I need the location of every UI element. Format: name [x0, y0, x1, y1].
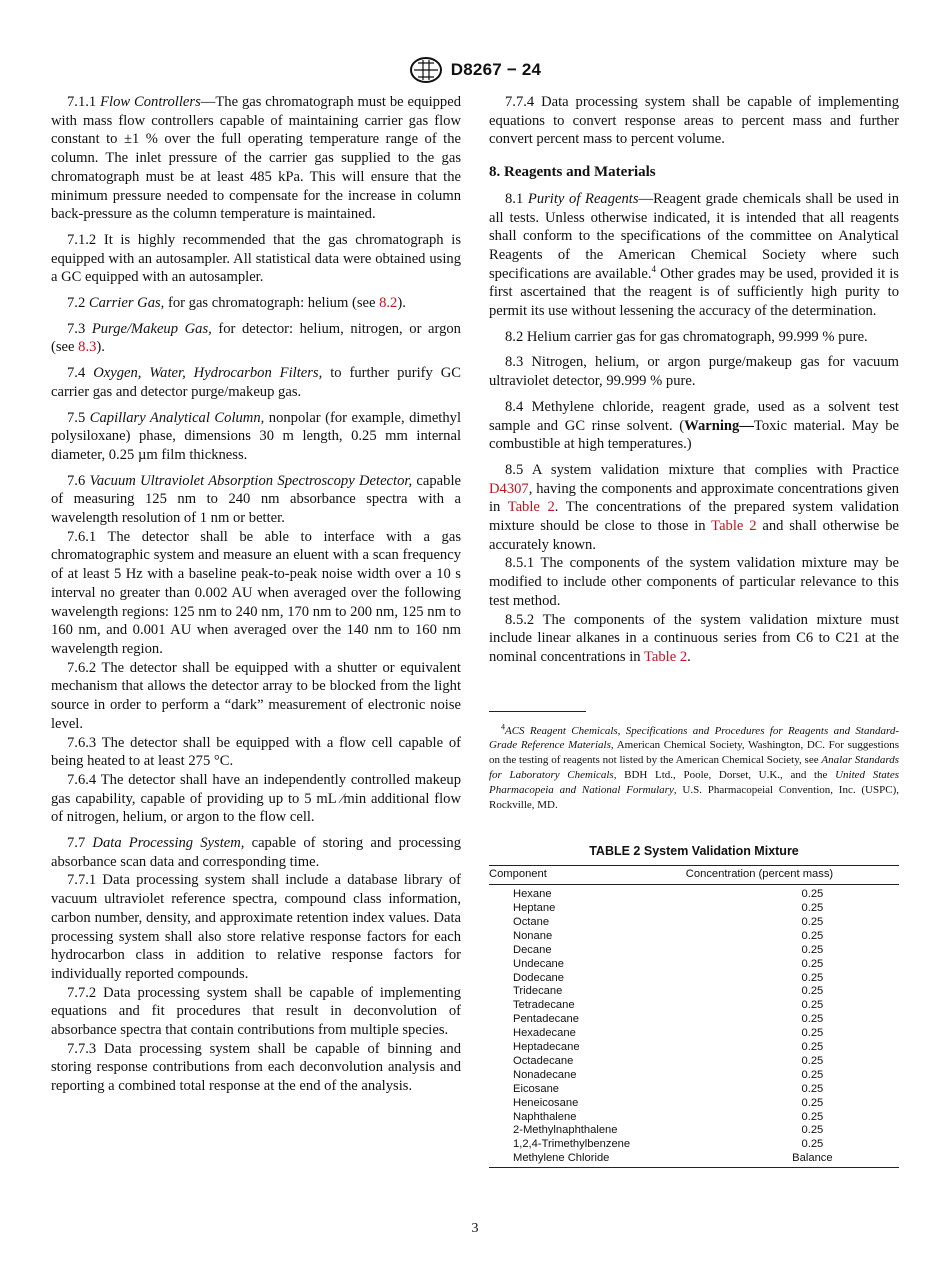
- concentration-cell: 0.25: [801, 1124, 824, 1137]
- table-row: [489, 1041, 899, 1055]
- table-row: [489, 1124, 899, 1138]
- page-number: 3: [471, 1221, 479, 1236]
- section-7-6-2: 7.6.2 The detector shall be equipped with a shutter or equivalent mechanism that allows the detector array to be blocked from the light source in order to perform a “dark” measurement of electronic noise level.: [51, 659, 461, 732]
- concentration-cell: 0.25: [801, 971, 824, 984]
- component-cell: Naphthalene: [513, 1110, 577, 1123]
- section-8-4: 8.4 Methylene chloride, reagent grade, used as a solvent test sample and GC rinse solvent. (Warning—Toxic material. May be combustible at high temperatures.): [489, 398, 899, 453]
- component-cell: 2-Methylnaphthalene: [513, 1124, 618, 1137]
- concentration-cell: 0.25: [801, 929, 824, 942]
- section-8-2: 8.2 Helium carrier gas for gas chromatograph, 99.999 % pure.: [505, 328, 868, 345]
- concentration-cell: 0.25: [801, 1027, 824, 1040]
- concentration-cell: 0.25: [801, 1013, 824, 1026]
- table-row: [489, 902, 899, 916]
- concentration-cell: 0.25: [801, 901, 824, 914]
- table-row: [489, 885, 899, 902]
- component-cell: Tridecane: [513, 985, 563, 998]
- concentration-cell: 0.25: [801, 943, 824, 956]
- component-cell: Hexane: [513, 888, 552, 901]
- section-7-6: 7.6 Vacuum Ultraviolet Absorption Spectroscopy Detector, capable of measuring 125 nm to 240 nm absorbance spectra with a wavelength resolution of 1 nm or better.: [51, 472, 461, 527]
- concentration-cell: 0.25: [801, 888, 824, 901]
- table-row: [489, 1083, 899, 1097]
- concentration-cell: 0.25: [801, 957, 824, 970]
- ref-8-2-link[interactable]: 8.2: [379, 295, 398, 312]
- table-header-row: [489, 866, 899, 885]
- table-row: [489, 1097, 899, 1111]
- section-7-7-2: 7.7.2 Data processing system shall be capable of implementing equations and fit procedures that result in deconvolution of absorbance spectra that contain contributions from multiple species.: [51, 984, 461, 1039]
- ref-table-2-link[interactable]: Table 2: [507, 499, 555, 516]
- component-cell: Octane: [513, 915, 550, 928]
- concentration-cell: 0.25: [801, 1110, 824, 1123]
- section-7-7-4: 7.7.4 Data processing system shall be capable of implementing equations to convert response areas to percent mass and further convert percent mass to percent volume.: [489, 94, 899, 148]
- section-7-6-3: 7.6.3 The detector shall be equipped with a flow cell capable of being heated to at least 275 °C.: [51, 734, 461, 770]
- ref-8-3-link[interactable]: 8.3: [78, 339, 97, 356]
- section-8-3: 8.3 Nitrogen, helium, or argon purge/makeup gas for vacuum ultraviolet detector, 99.999 % pure.: [489, 354, 899, 390]
- concentration-cell: 0.25: [801, 1054, 824, 1067]
- table-row: [489, 1138, 899, 1152]
- component-cell: Decane: [513, 943, 552, 956]
- section-7-3: 7.3 Purge/Makeup Gas, for detector: helium, nitrogen, or argon (see 8.3).: [51, 320, 461, 356]
- concentration-cell: 0.25: [801, 1068, 824, 1081]
- section-7-4: 7.4 Oxygen, Water, Hydrocarbon Filters, to further purify GC carrier gas and detector purge/makeup gas.: [51, 365, 462, 400]
- table-row: [489, 972, 899, 986]
- astm-logo-icon: [409, 56, 443, 84]
- system-validation-table: [489, 865, 899, 1168]
- concentration-cell: 0.25: [801, 999, 824, 1012]
- concentration-cell: 0.25: [801, 1096, 824, 1109]
- component-cell: Undecane: [513, 957, 565, 970]
- section-7-6-4: 7.6.4 The detector shall have an independently controlled makeup gas capability, capable of providing up to 5 mL ⁄min additional flow of nitrogen, helium, or argon to the flow cell.: [51, 771, 461, 826]
- table-2-title: TABLE 2 System Validation Mixture: [589, 844, 799, 859]
- section-7-1-1: 7.1.1 Flow Controllers—The gas chromatograph must be equipped with mass flow controllers capable of maintaining carrier gas flow constant to ±1 % over the full operating temperature range of the column. The inlet pressure of the carrier gas supplied to the gas chromatograph must be at least 485 kPa. This will ensure that the minimum pressure needed to compensate for the increase in column back-pressure as the column temperature is maintained.: [51, 94, 461, 223]
- component-cell: Hexadecane: [513, 1027, 576, 1040]
- footnote-4: $^4$ACS Reagent Chemicals, Specifications and Procedures for Reagents and Standard-Grade Reference Materials, American Chemical Society, Washington, DC. For suggestions on the testing of reagents not listed by the American Chemical Society, see Analar Standards for Laboratory Chemicals, BDH Ltd., Poole, Dorset, U.K., and the United States Pharmacopeia and National Formulary, U.S. Pharmacopeial Convention, Inc. (USPC), Rockville, MD.: [489, 722, 899, 811]
- left-column: [51, 93, 461, 1096]
- table-row: [489, 1013, 899, 1027]
- footnote-4-marker[interactable]: 4: [651, 263, 657, 274]
- document-number: D8267 − 24: [450, 60, 542, 79]
- component-cell: Nonane: [513, 929, 553, 942]
- table-row: [489, 985, 899, 999]
- table-row: [489, 1055, 899, 1069]
- component-cell: Nonadecane: [513, 1068, 577, 1081]
- section-7-7: 7.7 Data Processing System, capable of storing and processing absorbance scan data and corresponding time.: [51, 835, 462, 870]
- table-row: [489, 916, 899, 930]
- component-cell: Tetradecane: [513, 999, 575, 1012]
- table-row: [489, 1027, 899, 1041]
- table-body: [489, 885, 899, 1168]
- section-8-5-2: 8.5.2 The components of the system validation mixture must include linear alkanes in a continuous series from C6 to C21 at the nominal concentrations in Table 2.: [489, 611, 899, 665]
- component-cell: Heneicosane: [513, 1096, 579, 1109]
- ref-d4307-link[interactable]: D4307: [489, 480, 529, 497]
- page-header: [0, 56, 950, 84]
- concentration-cell: 0.25: [801, 915, 824, 928]
- section-7-5: 7.5 Capillary Analytical Column, nonpolar (for example, dimethyl polysiloxane) phase, dimensions 30 m length, 0.25 mm internal diameter, 0.25 µm film thickness.: [51, 409, 461, 463]
- table-row: [489, 930, 899, 944]
- concentration-cell: 0.25: [801, 1138, 824, 1151]
- section-7-6-1: 7.6.1 The detector shall be able to interface with a gas chromatographic system and measure an eluent with a scan frequency of at least 5 Hz with a baseline peak-to-peak noise width over a 10 s interval no greater than 0.002 AU when averaged over the following wavelength regions: 125 nm to 240 nm, 170 nm to 200 nm, 125 nm to 160 nm, and 0.001 AU when averaged over the 140 nm to 160 nm wavelength region.: [51, 528, 461, 657]
- right-column: [489, 93, 899, 1168]
- section-7-2: 7.2 Carrier Gas, for gas chromatograph: helium (see 8.2).: [67, 295, 406, 312]
- component-cell: Heptane: [513, 901, 556, 914]
- component-cell: 1,2,4-Trimethylbenzene: [513, 1138, 631, 1151]
- section-8-1: 8.1 Purity of Reagents—Reagent grade chemicals shall be used in all tests. Unless otherwise indicated, it is intended that all reagents shall conform to the specifications of the committee on Analytical Reagents of the American Chemical Society where such specifications are available.$^4$ Other grades may be used, provided it is first ascertained that the reagent is of sufficiently high purity to permit its use without lessening the accuracy of the determination.: [489, 190, 900, 320]
- component-cell: Methylene Chloride: [489, 1152, 686, 1167]
- table-row: [489, 1152, 899, 1167]
- concentration-cell: 0.25: [801, 1082, 824, 1095]
- section-7-7-3: 7.7.3 Data processing system shall be capable of binning and storing response contributions from each deconvolution analysis and reporting a combined total response at the end of the analysis.: [51, 1040, 461, 1095]
- footnote-divider: [489, 711, 586, 712]
- component-cell: Octadecane: [513, 1054, 574, 1067]
- component-cell: Eicosane: [513, 1082, 560, 1095]
- ref-table-2-link[interactable]: Table 2: [643, 648, 688, 665]
- concentration-cell: Balance: [686, 1152, 899, 1167]
- component-cell: Dodecane: [513, 971, 565, 984]
- table-row: [489, 944, 899, 958]
- component-cell: Pentadecane: [513, 1013, 579, 1026]
- concentration-cell: 0.25: [801, 1041, 824, 1054]
- section-8-heading: 8. Reagents and Materials: [489, 164, 656, 181]
- component-cell: Heptadecane: [513, 1041, 580, 1054]
- concentration-cell: 0.25: [801, 985, 824, 998]
- table-row: [489, 1069, 899, 1083]
- column-header-component: Component: [489, 866, 686, 885]
- table-row: [489, 958, 899, 972]
- section-7-7-1: 7.7.1 Data processing system shall include a database library of vacuum ultraviolet reference spectra, compound class information, carbon number, density, and approximate retention index values. Data processing system shall also store relative response factors for each hydrocarbon class in addition to relative response factors for individually reported compounds.: [51, 872, 461, 982]
- column-header-concentration: Concentration (percent mass): [686, 866, 899, 885]
- ref-table-2-link[interactable]: Table 2: [711, 518, 757, 535]
- section-7-1-2: 7.1.2 It is highly recommended that the gas chromatograph is equipped with an autosampler. All statistical data were obtained using a GC equipped with an autosampler.: [51, 231, 461, 286]
- table-row: [489, 999, 899, 1013]
- section-8-5: 8.5 A system validation mixture that complies with Practice D4307, having the components and approximate concentrations given in Table 2. The concentrations of the prepared system validation mixture should be close to those in Table 2 and shall otherwise be accurately known.: [489, 461, 899, 553]
- section-8-5-1: 8.5.1 The components of the system validation mixture may be modified to include other components of particular relevance to this test method.: [489, 555, 899, 609]
- table-row: [489, 1111, 899, 1125]
